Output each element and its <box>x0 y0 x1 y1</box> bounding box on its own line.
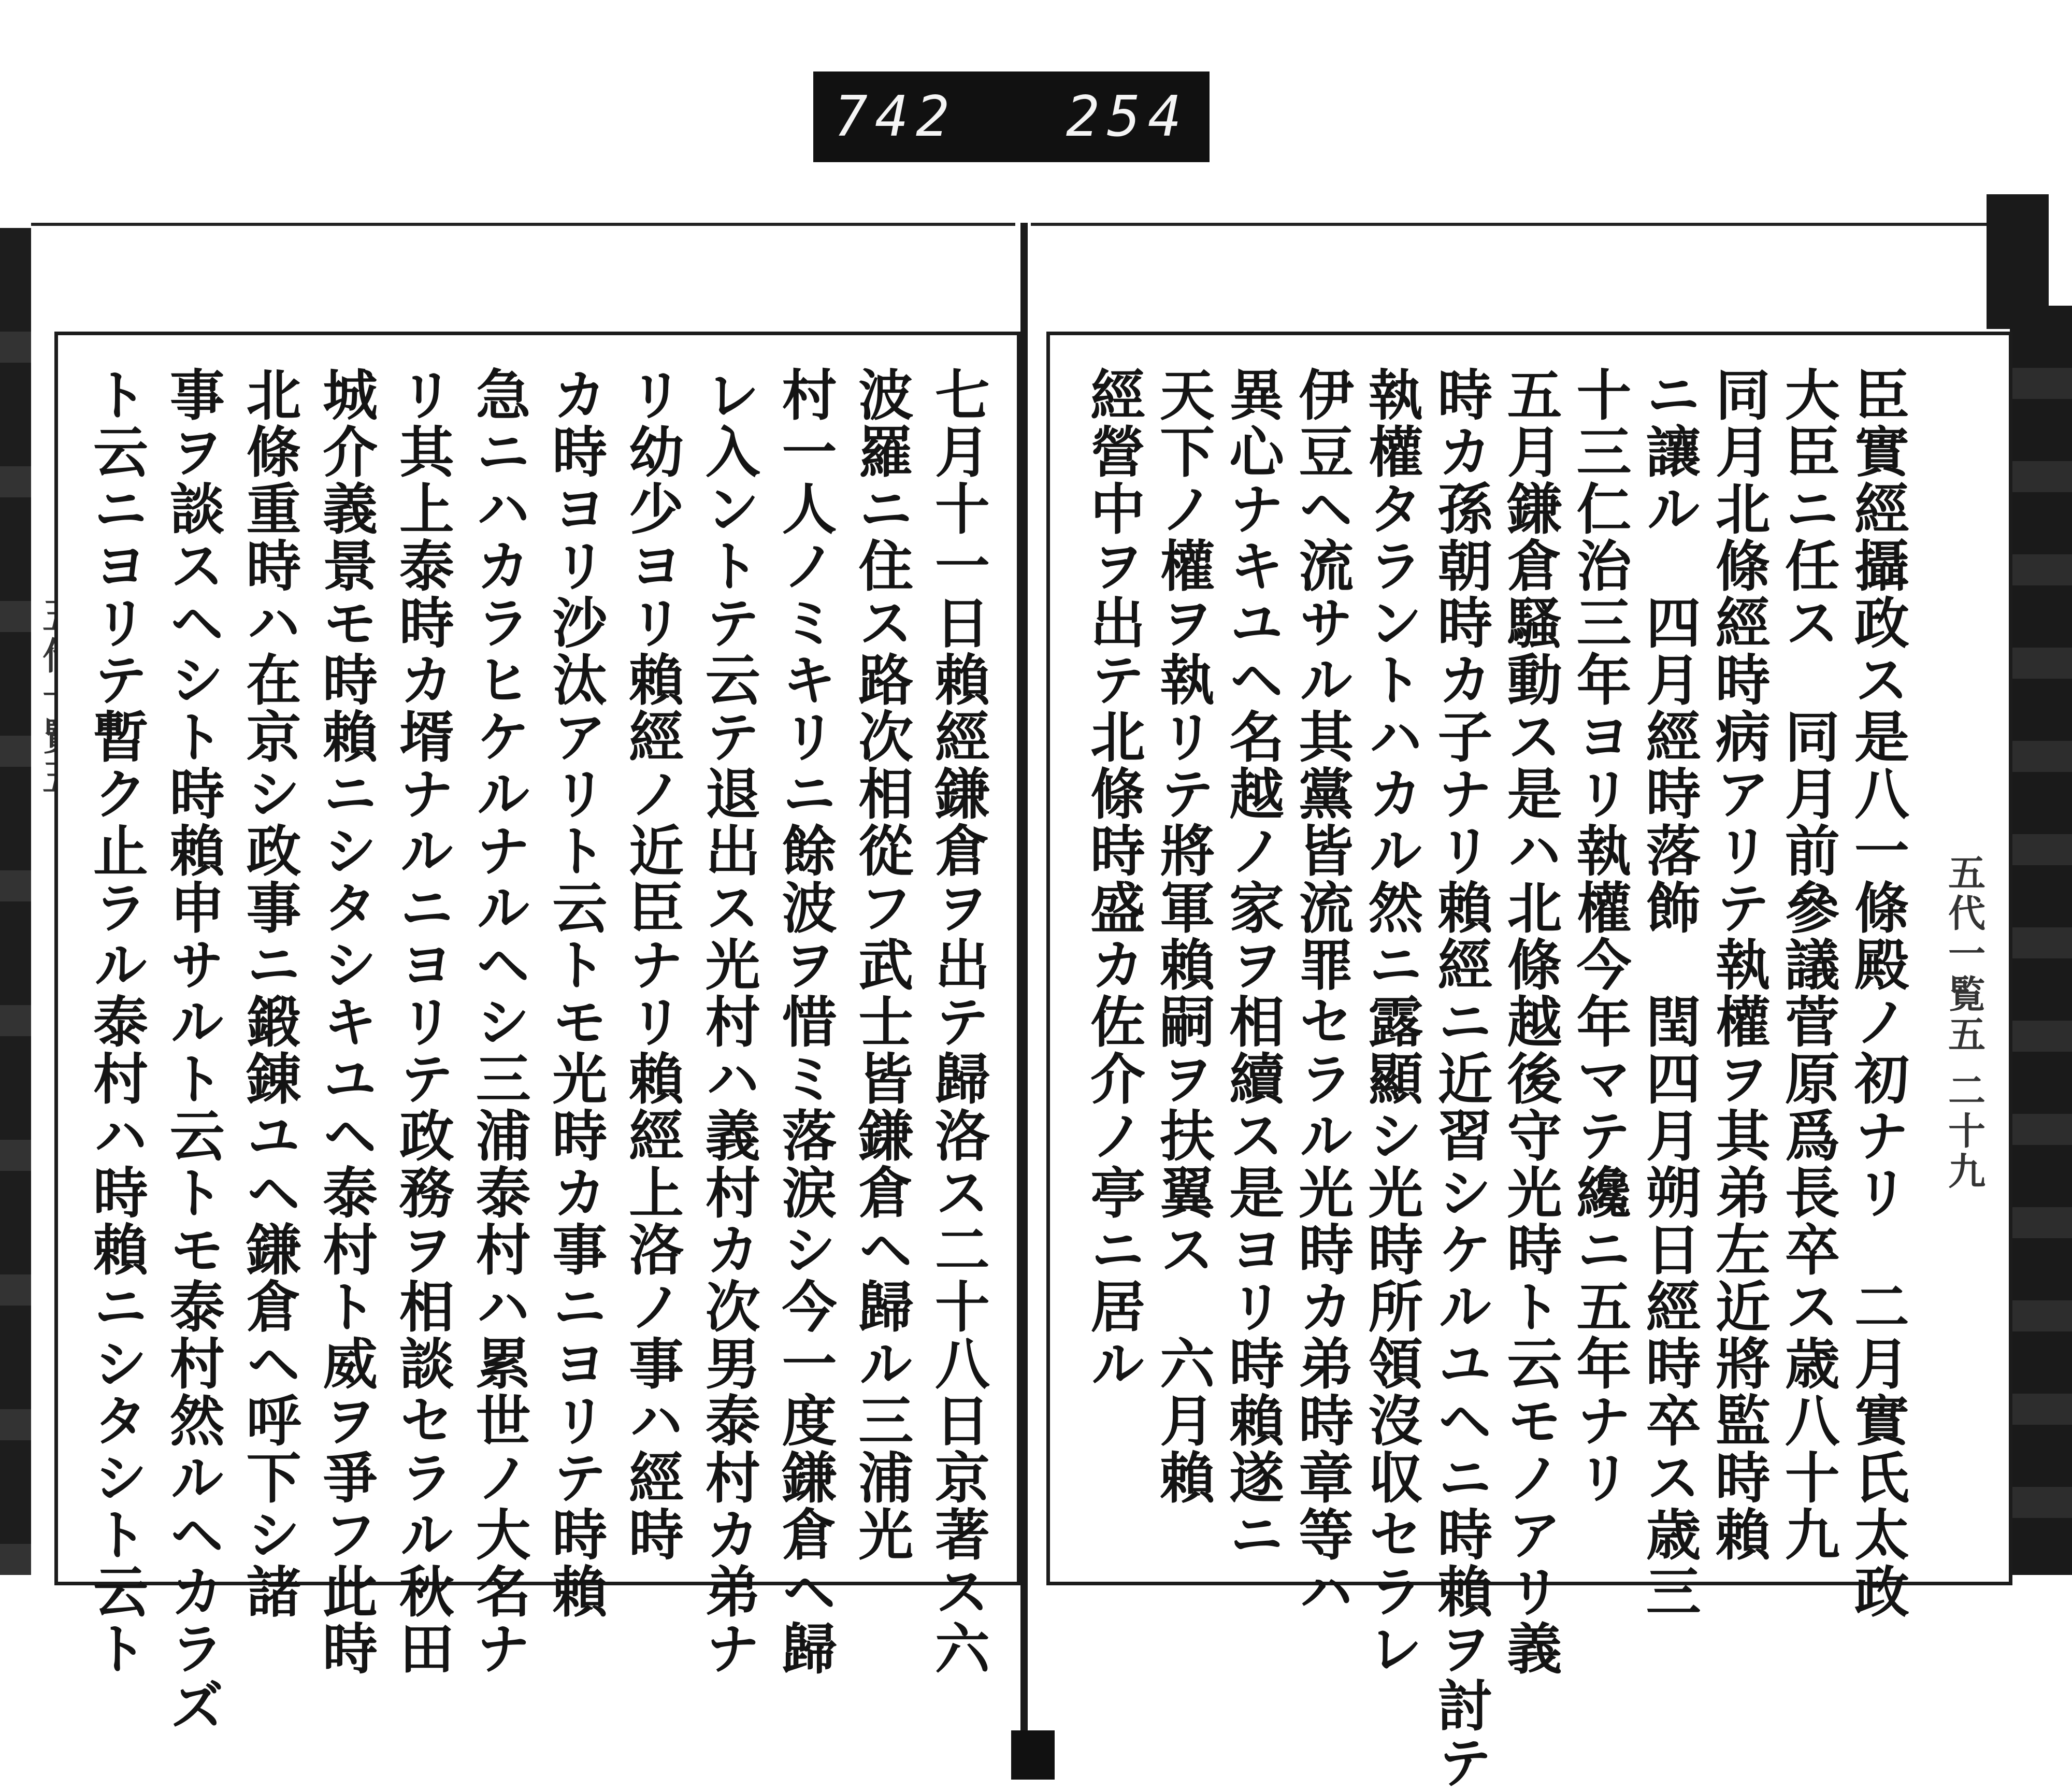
spine-bottom-block <box>1011 1730 1055 1780</box>
text-column: 大臣ニ任ス 同月前參議菅原爲長卒ス歳八十九 <box>1776 366 1841 1563</box>
text-column: 臣實經攝政ス是八一條殿ノ初ナリ 二月實氏太政 <box>1845 366 1910 1620</box>
text-column: レ入ントテ云テ退出ス光村ハ義村カ次男泰村カ弟ナ <box>696 366 761 1677</box>
text-column: 伊豆ヘ流サル其黨皆流罪セラル光時カ弟時章等ハ <box>1290 366 1355 1620</box>
center-spine <box>1020 223 1028 1730</box>
catalog-number-right: 254 <box>1066 84 1189 149</box>
text-column: 事ヲ談スヘシト時賴申サルト云トモ泰村然ルヘカラズ <box>161 366 226 1734</box>
text-column: 時カ孫朝時カ子ナリ賴經ニ近習シケルユヘニ時賴ヲ討テ <box>1429 366 1494 1791</box>
text-column: 十三仁治三年ヨリ執權今年マテ纔ニ五年ナリ <box>1567 366 1633 1506</box>
right-page-number: 二十九 <box>1942 1071 1986 1192</box>
text-column: 七月十一日賴經鎌倉ヲ出テ歸洛ス二十八日京著ス六 <box>926 366 991 1677</box>
text-column: 城介義景モ時賴ニシタシキユヘ泰村ト威ヲ爭フ此時 <box>314 366 379 1677</box>
left-book-edge-shadow <box>0 228 31 1575</box>
book-top-edge-right <box>1031 223 2015 226</box>
book-top-edge-left <box>31 223 1015 226</box>
text-column: ニ讓ル 四月經時落飾 閏四月朔日經時卒ス歳三 <box>1637 366 1702 1620</box>
text-column: 天下ノ權ヲ執リテ將軍賴嗣ヲ扶翼ス 六月賴 <box>1151 366 1216 1506</box>
text-column: 同月北條經時病アリテ執權ヲ其弟左近將監時賴 <box>1706 366 1772 1563</box>
right-page-running-header: 五代一覧五 <box>1942 853 1986 1055</box>
left-page <box>54 332 1020 1734</box>
text-column: 村一人ノミキリニ餘波ヲ惜ミ落涙シ今一度鎌倉ヘ歸 <box>773 366 838 1677</box>
text-column: リ幼少ヨリ賴經ノ近臣ナリ賴經上洛ノ事ハ經時 <box>620 366 685 1563</box>
text-column: 執權タラントハカル然ニ露顯シ光時所領沒収セラレ <box>1359 366 1424 1677</box>
text-column: 五月鎌倉騷動ス是ハ北條越後守光時ト云モノアリ義 <box>1498 366 1563 1677</box>
catalog-number-left: 742 <box>834 84 957 149</box>
right-book-edge-shadow <box>2010 306 2072 1575</box>
text-column: カ時ヨリ沙汰アリト云トモ光時カ事ニヨリテ時賴 <box>543 366 609 1620</box>
text-column: 波羅ニ住ス路次相從フ武士皆鎌倉ヘ歸ル三浦光 <box>850 366 915 1563</box>
right-page-text-block <box>1082 366 1910 1791</box>
text-column: リ其上泰時カ壻ナルニヨリテ政務ヲ相談セラル秋田 <box>390 366 455 1677</box>
right-top-corner <box>1987 194 2049 329</box>
catalog-number-label <box>813 71 1210 162</box>
text-column: 急ニハカラヒケルナルヘシ三浦泰村ハ累世ノ大名ナ <box>467 366 532 1677</box>
text-column: 異心ナキユヘ名越ノ家ヲ相續ス是ヨリ時賴遂ニ <box>1220 366 1286 1563</box>
text-column: 經營中ヲ出テ北條時盛カ佐介ノ亭ニ居ル <box>1082 366 1146 1392</box>
text-column: 北條重時ハ在京シ政事ニ鍛錬ユヘ鎌倉ヘ呼下シ諸 <box>237 366 303 1620</box>
text-column: ト云ニヨリテ暫ク止ラル泰村ハ時賴ニシタシト云ト <box>84 366 149 1677</box>
left-page-text-block <box>84 366 991 1734</box>
right-page <box>1046 332 2012 1791</box>
